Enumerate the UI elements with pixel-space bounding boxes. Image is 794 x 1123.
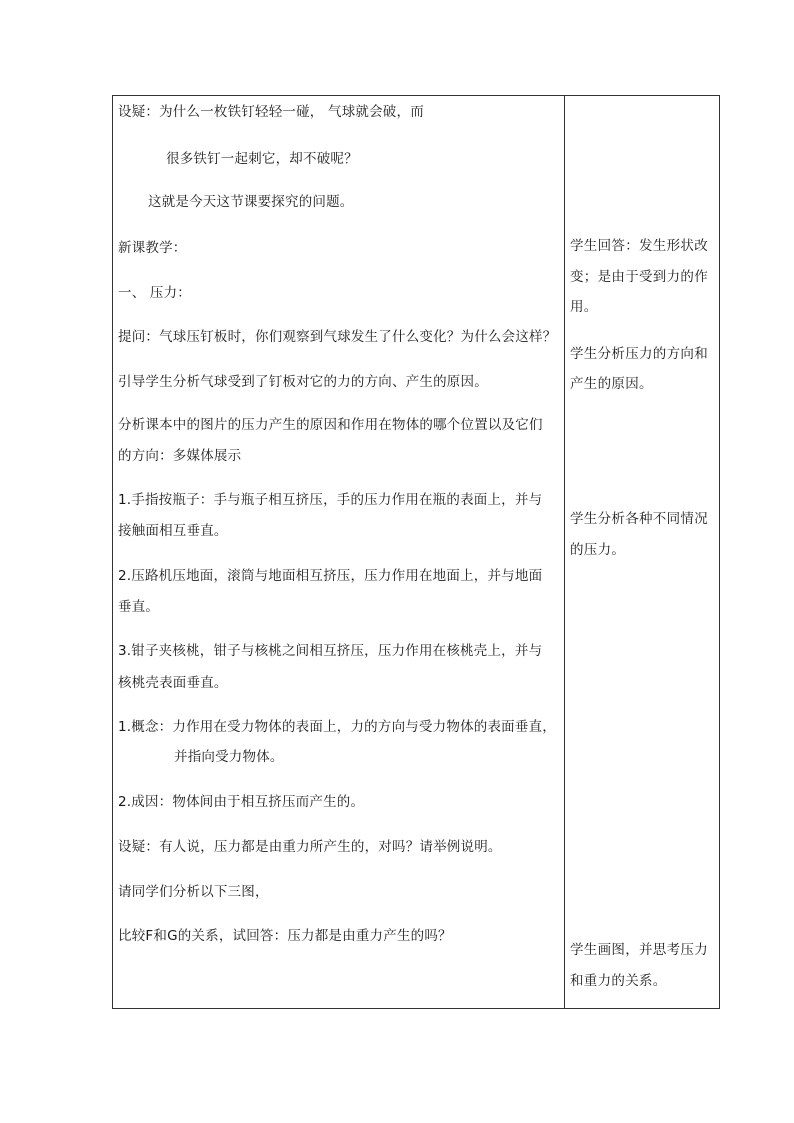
student-activity-line: 学生画图，并思考压力 [570, 942, 708, 958]
text-line: 并指向受力物体。 [174, 749, 284, 765]
text-line: 这就是今天这节课要探究的问题。 [148, 194, 354, 210]
text-line: 的方向：多媒体展示 [118, 448, 242, 464]
text-line: 1.手指按瓶子：手与瓶子相互挤压，手的压力作用在瓶的表面上，并与 [118, 492, 543, 508]
student-activity-line: 学生分析各种不同情况 [570, 511, 708, 527]
text-line: 请同学们分析以下三图， [118, 884, 269, 900]
text-line: 引导学生分析气球受到了钉板对它的力的方向、产生的原因。 [118, 374, 488, 390]
text-line: 设疑：为什么一枚铁钉轻轻一碰， 气球就会破，而 [118, 104, 424, 120]
text-line: 接触面相互垂直。 [118, 523, 228, 539]
student-activity-line: 产生的原因。 [570, 376, 653, 392]
student-activity-line: 学生分析压力的方向和 [570, 346, 708, 362]
text-line: 比较F和G的关系，试回答：压力都是由重力产生的吗？ [118, 928, 452, 944]
text-line: 1.概念：力作用在受力物体的表面上，力的方向与受力物体的表面垂直， [118, 719, 556, 735]
text-line: 3.钳子夹核桃，钳子与核桃之间相互挤压，压力作用在核桃壳上，并与 [118, 643, 543, 659]
section-heading: 新课教学： [118, 240, 187, 256]
student-activity-line: 和重力的关系。 [570, 973, 667, 989]
subsection-heading: 一、 压力： [118, 285, 191, 301]
text-line: 提问：气球压钉板时，你们观察到气球发生了什么变化？为什么会这样？ [118, 329, 557, 345]
column-divider [564, 95, 565, 1009]
text-line: 2.压路机压地面，滚筒与地面相互挤压，压力作用在地面上，并与地面 [118, 568, 543, 584]
text-line: 很多铁钉一起刺它，却不破呢？ [166, 151, 358, 167]
student-activity-line: 变；是由于受到力的作 [570, 269, 708, 285]
lesson-table [112, 95, 720, 1009]
text-line: 分析课本中的图片的压力产生的原因和作用在物体的哪个位置以及它们 [118, 417, 543, 433]
text-line: 设疑：有人说，压力都是由重力所产生的，对吗？请举例说明。 [118, 839, 502, 855]
text-line: 核桃壳表面垂直。 [118, 675, 228, 691]
text-line: 垂直。 [118, 599, 160, 615]
text-line: 2.成因：物体间由于相互挤压而产生的。 [118, 794, 365, 810]
student-activity-line: 学生回答：发生形状改 [570, 238, 708, 254]
student-activity-line: 的压力。 [570, 542, 626, 558]
student-activity-line: 用。 [570, 299, 598, 315]
